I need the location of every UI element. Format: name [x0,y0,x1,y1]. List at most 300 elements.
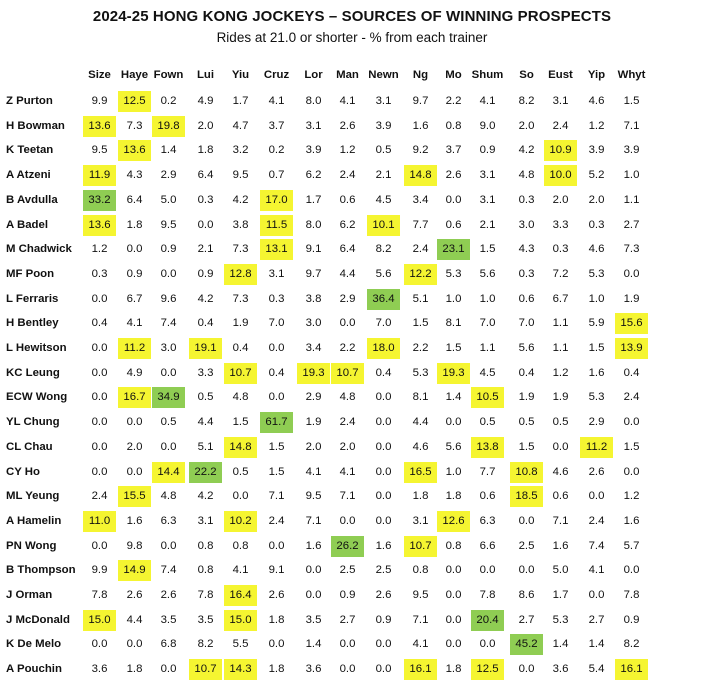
table-cell: 0.9 [160,243,177,255]
table-cell: 0.0 [91,416,108,428]
highlighted-cell: 19.3 [297,363,330,384]
table-cell: 1.6 [375,540,392,552]
table-cell: 0.0 [268,391,285,403]
table-cell: 1.8 [126,219,143,231]
table-cell: 4.3 [126,169,143,181]
table-cell: 3.5 [160,614,177,626]
table-cell: 7.4 [588,540,605,552]
table-cell: 0.0 [268,638,285,650]
table-cell: 1.7 [232,95,249,107]
table-cell: 7.3 [126,120,143,132]
table-cell: 1.5 [623,95,640,107]
highlighted-cell: 15.6 [615,313,648,334]
row-label: A Hamelin [6,515,62,527]
table-cell: 3.4 [305,342,322,354]
table-cell: 1.2 [339,144,356,156]
table-cell: 0.0 [197,219,214,231]
table-cell: 7.0 [375,317,392,329]
table-cell: 3.1 [412,515,429,527]
row-label: L Ferraris [6,293,59,305]
table-cell: 1.6 [126,515,143,527]
table-cell: 0.0 [160,367,177,379]
highlighted-cell: 12.2 [404,264,437,285]
table-cell: 0.0 [375,663,392,675]
table-cell: 5.3 [445,268,462,280]
table-cell: 9.1 [268,564,285,576]
table-cell: 6.6 [479,540,496,552]
table-cell: 7.4 [160,317,177,329]
table-cell: 1.9 [552,391,569,403]
table-cell: 1.7 [552,589,569,601]
table-cell: 1.6 [412,120,429,132]
chart-subtitle: Rides at 21.0 or shorter - % from each trainer [216,30,488,45]
table-cell: 0.0 [623,416,640,428]
table-cell: 3.6 [552,663,569,675]
highlighted-cell: 11.2 [118,338,151,359]
table-cell: 0.0 [375,391,392,403]
table-cell: 0.0 [445,416,462,428]
highlighted-cell: 10.7 [224,363,257,384]
table-cell: 2.2 [412,342,429,354]
row-label: ML Yeung [6,490,60,502]
table-cell: 9.8 [126,540,143,552]
table-cell: 3.1 [375,95,392,107]
table-cell: 9.6 [160,293,177,305]
table-cell: 1.4 [305,638,322,650]
table-cell: 0.0 [479,638,496,650]
table-cell: 6.3 [160,515,177,527]
table-cell: 4.6 [588,243,605,255]
highlighted-cell: 14.8 [224,437,257,458]
highlighted-cell: 45.2 [510,634,543,655]
table-cell: 1.8 [197,144,214,156]
table-cell: 4.5 [479,367,496,379]
table-cell: 5.9 [588,317,605,329]
table-cell: 1.5 [268,441,285,453]
highlighted-cell: 10.5 [471,387,504,408]
row-label: A Atzeni [6,169,51,181]
table-cell: 0.0 [375,638,392,650]
table-cell: 2.6 [126,589,143,601]
table-cell: 0.9 [375,614,392,626]
table-cell: 0.6 [445,219,462,231]
table-cell: 0.0 [305,564,322,576]
table-cell: 0.0 [445,614,462,626]
table-cell: 0.4 [518,367,535,379]
table-cell: 1.1 [479,342,496,354]
table-cell: 0.8 [232,540,249,552]
table-cell: 0.4 [268,367,285,379]
table-cell: 1.8 [445,663,462,675]
table-cell: 0.8 [445,120,462,132]
table-cell: 4.2 [518,144,535,156]
table-cell: 2.6 [445,169,462,181]
table-cell: 2.5 [339,564,356,576]
column-header: Fown [153,69,184,81]
table-cell: 0.6 [339,194,356,206]
highlighted-cell: 26.2 [331,536,364,557]
highlighted-cell: 12.8 [224,264,257,285]
table-cell: 0.5 [375,144,392,156]
table-cell: 1.0 [445,466,462,478]
table-cell: 0.0 [518,564,535,576]
table-cell: 9.5 [91,144,108,156]
table-cell: 9.5 [305,490,322,502]
table-cell: 6.4 [339,243,356,255]
column-header: Haye [120,69,149,81]
table-cell: 4.1 [232,564,249,576]
table-cell: 8.2 [197,638,214,650]
table-cell: 0.8 [445,540,462,552]
table-cell: 6.8 [160,638,177,650]
table-cell: 2.2 [445,95,462,107]
table-cell: 0.3 [518,268,535,280]
table-cell: 0.2 [268,144,285,156]
column-header: So [519,69,534,81]
column-header: Mo [445,69,462,81]
highlighted-cell: 15.0 [224,610,257,631]
table-cell: 5.3 [412,367,429,379]
table-cell: 6.7 [552,293,569,305]
table-cell: 3.1 [268,268,285,280]
highlighted-cell: 36.4 [367,289,400,310]
table-cell: 3.0 [518,219,535,231]
column-header: Man [336,69,359,81]
table-cell: 3.2 [232,144,249,156]
highlighted-cell: 13.6 [118,140,151,161]
table-cell: 0.0 [623,466,640,478]
table-cell: 1.5 [479,243,496,255]
table-cell: 0.0 [339,663,356,675]
table-cell: 1.6 [588,367,605,379]
table-cell: 1.5 [232,416,249,428]
table-cell: 0.0 [518,663,535,675]
table-cell: 0.9 [197,268,214,280]
table-cell: 4.2 [197,490,214,502]
table-cell: 7.1 [623,120,640,132]
table-cell: 5.3 [552,614,569,626]
table-cell: 2.4 [412,243,429,255]
table-cell: 1.8 [126,663,143,675]
table-cell: 0.0 [375,515,392,527]
row-label: CY Ho [6,466,40,478]
table-cell: 2.0 [552,194,569,206]
table-cell: 1.5 [588,342,605,354]
table-cell: 1.6 [552,540,569,552]
table-cell: 8.2 [375,243,392,255]
table-cell: 4.2 [232,194,249,206]
table-cell: 3.7 [268,120,285,132]
table-cell: 0.3 [268,293,285,305]
table-cell: 2.4 [339,416,356,428]
table-cell: 4.4 [412,416,429,428]
table-cell: 2.6 [160,589,177,601]
table-cell: 8.6 [518,589,535,601]
table-cell: 4.1 [126,317,143,329]
table-cell: 3.9 [375,120,392,132]
table-cell: 9.2 [412,144,429,156]
row-label: H Bentley [6,317,59,329]
table-cell: 7.0 [268,317,285,329]
highlighted-cell: 10.7 [189,659,222,680]
table-cell: 0.0 [91,391,108,403]
highlighted-cell: 10.2 [224,511,257,532]
table-cell: 9.9 [91,564,108,576]
row-label: J Orman [6,589,53,601]
table-cell: 3.1 [552,95,569,107]
table-cell: 4.1 [268,95,285,107]
table-cell: 0.0 [126,243,143,255]
table-cell: 0.3 [518,194,535,206]
table-cell: 4.8 [518,169,535,181]
table-cell: 1.1 [623,194,640,206]
table-cell: 5.7 [623,540,640,552]
table-cell: 0.4 [91,317,108,329]
row-label: M Chadwick [6,243,72,255]
table-cell: 0.4 [623,367,640,379]
table-cell: 0.4 [232,342,249,354]
table-cell: 5.5 [232,638,249,650]
table-cell: 3.5 [305,614,322,626]
table-cell: 2.7 [623,219,640,231]
table-cell: 0.5 [197,391,214,403]
highlighted-cell: 15.5 [118,486,151,507]
table-cell: 9.5 [232,169,249,181]
row-label: YL Chung [6,416,60,428]
table-cell: 9.5 [160,219,177,231]
table-cell: 0.0 [91,367,108,379]
highlighted-cell: 12.5 [471,659,504,680]
table-cell: 6.2 [339,219,356,231]
highlighted-cell: 16.1 [404,659,437,680]
table-cell: 7.1 [305,515,322,527]
table-cell: 2.9 [339,293,356,305]
table-cell: 8.0 [305,219,322,231]
table-cell: 0.3 [197,194,214,206]
table-cell: 4.4 [339,268,356,280]
table-cell: 3.6 [305,663,322,675]
table-cell: 0.0 [91,293,108,305]
table-cell: 1.2 [552,367,569,379]
highlighted-cell: 16.1 [615,659,648,680]
table-cell: 1.9 [518,391,535,403]
table-cell: 1.8 [445,490,462,502]
table-cell: 9.7 [305,268,322,280]
table-cell: 3.7 [445,144,462,156]
table-cell: 5.6 [445,441,462,453]
table-cell: 1.7 [305,194,322,206]
row-label: L Hewitson [6,342,67,354]
column-header: Lor [304,69,323,81]
row-label: A Badel [6,219,48,231]
highlighted-cell: 23.1 [437,239,470,260]
table-cell: 1.4 [552,638,569,650]
table-cell: 8.2 [623,638,640,650]
chart-title: 2024-25 HONG KONG JOCKEYS – SOURCES OF WINNING PROSPECTS [92,8,612,25]
table-cell: 0.0 [588,589,605,601]
table-cell: 7.2 [552,268,569,280]
column-header: Lui [196,69,215,81]
highlighted-cell: 19.3 [437,363,470,384]
table-cell: 0.3 [91,268,108,280]
table-cell: 0.9 [126,268,143,280]
highlighted-cell: 20.4 [471,610,504,631]
table-cell: 7.8 [197,589,214,601]
table-cell: 4.8 [232,391,249,403]
highlighted-cell: 22.2 [189,462,222,483]
table-cell: 0.0 [126,638,143,650]
table-cell: 2.4 [623,391,640,403]
table-cell: 0.0 [160,540,177,552]
highlighted-cell: 34.9 [152,387,185,408]
table-cell: 1.5 [518,441,535,453]
table-cell: 0.0 [518,515,535,527]
table-cell: 0.0 [375,416,392,428]
row-label: ECW Wong [6,391,68,403]
table-cell: 3.1 [479,194,496,206]
table-cell: 4.6 [552,466,569,478]
highlighted-cell: 10.7 [331,363,364,384]
table-cell: 0.0 [339,317,356,329]
highlighted-cell: 16.5 [404,462,437,483]
table-cell: 0.0 [91,441,108,453]
table-cell: 4.9 [197,95,214,107]
table-cell: 6.2 [305,169,322,181]
table-cell: 0.0 [232,490,249,502]
table-cell: 0.0 [339,638,356,650]
table-cell: 0.0 [126,466,143,478]
table-cell: 9.7 [412,95,429,107]
table-cell: 7.0 [518,317,535,329]
row-label: B Avdulla [6,194,58,206]
table-cell: 5.6 [479,268,496,280]
table-cell: 4.1 [588,564,605,576]
highlighted-cell: 33.2 [83,190,116,211]
table-cell: 4.6 [588,95,605,107]
table-cell: 0.9 [479,144,496,156]
table-cell: 4.1 [305,466,322,478]
highlighted-cell: 13.6 [83,215,116,236]
table-cell: 4.1 [412,638,429,650]
table-cell: 0.9 [339,589,356,601]
table-cell: 0.0 [160,268,177,280]
table-cell: 7.8 [479,589,496,601]
table-cell: 3.3 [197,367,214,379]
row-label: J McDonald [6,614,70,626]
table-cell: 0.0 [305,589,322,601]
table-cell: 2.9 [305,391,322,403]
table-cell: 5.0 [160,194,177,206]
table-cell: 1.8 [268,614,285,626]
table-cell: 4.7 [232,120,249,132]
table-cell: 9.1 [305,243,322,255]
table-cell: 0.8 [197,540,214,552]
table-cell: 0.0 [623,564,640,576]
row-label: MF Poon [6,268,55,280]
table-cell: 0.2 [160,95,177,107]
table-cell: 4.4 [197,416,214,428]
highlighted-cell: 11.9 [83,165,116,186]
table-cell: 1.0 [479,293,496,305]
table-cell: 0.8 [412,564,429,576]
table-cell: 0.0 [268,342,285,354]
column-header: Ng [412,69,429,81]
table-cell: 7.1 [552,515,569,527]
table-cell: 8.1 [412,391,429,403]
column-header: Yip [587,69,606,81]
table-cell: 3.1 [197,515,214,527]
table-cell: 0.0 [160,441,177,453]
table-cell: 7.0 [479,317,496,329]
table-cell: 1.5 [268,466,285,478]
data-table [0,64,704,684]
column-header: Newn [368,69,399,81]
table-cell: 0.5 [518,416,535,428]
table-cell: 5.6 [518,342,535,354]
table-cell: 3.1 [479,169,496,181]
table-cell: 0.7 [268,169,285,181]
table-cell: 4.8 [160,490,177,502]
table-cell: 7.7 [479,466,496,478]
highlighted-cell: 16.4 [224,585,257,606]
table-cell: 1.5 [412,317,429,329]
table-cell: 0.0 [126,416,143,428]
table-cell: 0.6 [552,490,569,502]
table-cell: 0.0 [375,466,392,478]
highlighted-cell: 10.7 [404,536,437,557]
highlighted-cell: 10.8 [510,462,543,483]
table-cell: 1.8 [412,490,429,502]
row-label: PN Wong [6,540,57,552]
table-cell: 1.1 [552,342,569,354]
table-cell: 2.7 [588,614,605,626]
table-cell: 2.1 [197,243,214,255]
row-label: K De Melo [6,638,62,650]
table-cell: 4.3 [518,243,535,255]
table-cell: 4.6 [412,441,429,453]
table-cell: 2.9 [160,169,177,181]
table-cell: 0.8 [197,564,214,576]
table-cell: 7.1 [339,490,356,502]
table-cell: 0.6 [518,293,535,305]
highlighted-cell: 18.5 [510,486,543,507]
table-cell: 1.5 [445,342,462,354]
table-cell: 1.0 [623,169,640,181]
table-cell: 3.0 [160,342,177,354]
table-cell: 3.6 [91,663,108,675]
table-cell: 1.2 [623,490,640,502]
table-cell: 0.0 [91,540,108,552]
highlighted-cell: 13.6 [83,116,116,137]
table-cell: 2.4 [339,169,356,181]
table-cell: 3.8 [305,293,322,305]
table-cell: 8.0 [305,95,322,107]
table-cell: 0.0 [91,342,108,354]
highlighted-cell: 18.0 [367,338,400,359]
table-cell: 9.0 [479,120,496,132]
table-cell: 7.8 [623,589,640,601]
row-label: A Pouchin [6,663,62,675]
table-cell: 0.6 [479,490,496,502]
table-cell: 9.5 [412,589,429,601]
table-cell: 0.5 [160,416,177,428]
table-cell: 2.7 [518,614,535,626]
table-cell: 0.0 [160,663,177,675]
table-cell: 6.7 [126,293,143,305]
table-cell: 8.2 [518,95,535,107]
table-cell: 3.9 [588,144,605,156]
table-cell: 5.6 [375,268,392,280]
